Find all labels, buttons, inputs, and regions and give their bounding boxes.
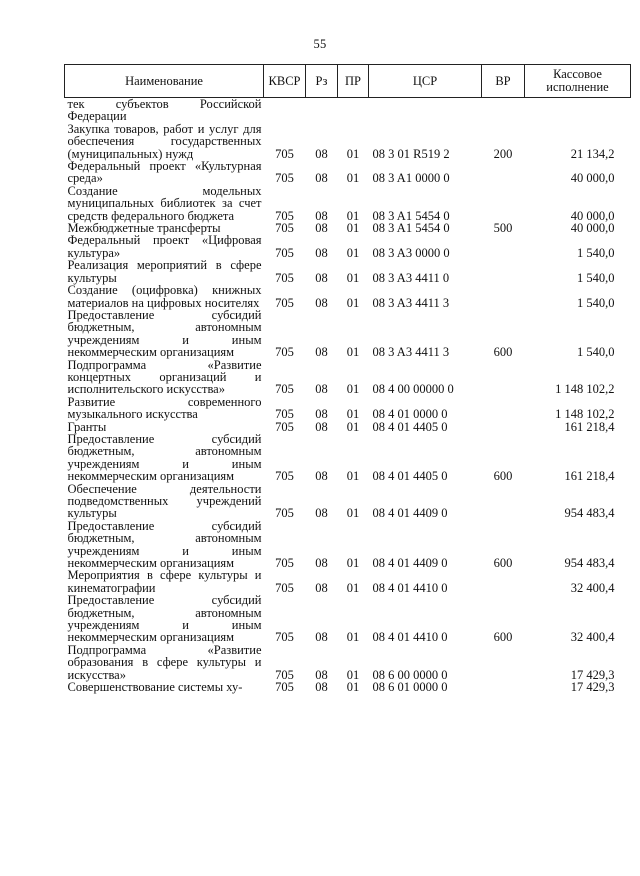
row-name: Создание (оцифровка) книжных материалов на цифровых носителях [67,283,262,310]
row-rz: 08 [315,171,328,186]
row-rz: 08 [315,580,328,595]
row-csr: 08 3 01 R519 2 [372,146,450,161]
row-pr: 01 [346,630,360,645]
table-row [65,681,631,693]
row-vr [482,644,525,681]
row-vr: 600 [493,469,513,484]
table-row [65,234,631,259]
row-pr: 01 [346,680,360,695]
row-kvsr: 705 [275,667,294,682]
header-name: Наименование [65,65,264,98]
row-rz: 08 [315,469,328,484]
row-sum [525,98,631,123]
row-rz: 08 [315,382,328,397]
row-csr: 08 4 01 4409 0 [372,506,448,521]
row-pr: 01 [346,208,360,223]
row-sum: 40 000,0 [570,208,615,223]
row-sum: 161 218,4 [564,469,615,484]
row-csr: 08 3 A1 5454 0 [372,208,450,223]
row-pr: 01 [346,270,360,285]
row-pr: 01 [346,382,360,397]
header-sum: Кассовое исполнение [525,65,631,98]
row-csr [369,98,482,123]
row-csr: 08 3 A1 5454 0 [372,221,450,236]
row-csr: 08 3 A3 0000 0 [372,245,450,260]
row-rz: 08 [315,345,328,360]
row-kvsr: 705 [275,680,294,695]
table-row [65,569,631,594]
row-vr: 600 [493,556,513,571]
row-csr: 08 3 A1 0000 0 [372,171,450,186]
row-kvsr: 705 [275,506,294,521]
row-sum: 1 540,0 [577,245,615,260]
row-pr: 01 [346,407,360,422]
row-kvsr: 705 [275,630,294,645]
row-rz: 08 [315,245,328,260]
table-row [65,520,631,570]
row-rz: 08 [315,667,328,682]
row-pr: 01 [346,171,360,186]
row-rz: 08 [315,506,328,521]
row-csr: 08 6 00 0000 0 [372,667,448,682]
row-name: Межбюджетные трансферты [67,221,221,236]
header-rz: Рз [306,65,338,98]
row-pr: 01 [346,146,360,161]
row-kvsr: 705 [275,270,294,285]
row-csr: 08 6 01 0000 0 [372,680,448,695]
row-pr: 01 [346,580,360,595]
budget-table-container [64,64,630,694]
row-kvsr: 705 [275,382,294,397]
row-csr: 08 3 A3 4411 3 [372,295,450,310]
row-name: Совершенствование системы ху- [67,680,243,695]
row-pr: 01 [346,295,360,310]
row-pr: 01 [346,667,360,682]
row-pr: 01 [346,556,360,571]
row-rz: 08 [315,630,328,645]
row-sum: 161 218,4 [564,419,615,434]
row-vr: 200 [493,146,513,161]
row-sum: 1 148 102,2 [555,382,615,397]
row-csr: 08 4 01 4410 0 [372,580,448,595]
row-sum: 1 540,0 [577,295,615,310]
row-kvsr: 705 [275,146,294,161]
row-name: Подпрограмма «Развитие концертных организаций и исполнительского искусства» [67,357,262,397]
row-rz: 08 [315,295,328,310]
row-rz: 08 [315,146,328,161]
table-row [65,359,631,396]
budget-execution-table [64,64,631,694]
row-vr [482,681,525,693]
row-name: тек субъектов Российской Федерации [67,97,262,124]
row-rz: 08 [315,419,328,434]
row-pr: 01 [346,419,360,434]
row-csr: 08 4 01 4405 0 [372,469,448,484]
table-row [65,483,631,520]
row-rz: 08 [315,680,328,695]
row-kvsr: 705 [275,407,294,422]
header-pr: ПР [338,65,369,98]
row-pr: 01 [346,506,360,521]
row-sum: 1 540,0 [577,345,615,360]
row-csr: 08 4 01 4410 0 [372,630,448,645]
row-csr: 08 4 01 4409 0 [372,556,448,571]
row-sum: 17 429,3 [570,680,615,695]
row-kvsr [264,98,306,123]
table-row [65,433,631,483]
row-name: Федеральный проект «Культурная среда» [67,159,262,186]
row-sum: 17 429,3 [570,667,615,682]
row-vr [482,185,525,222]
row-rz: 08 [315,270,328,285]
row-vr [482,359,525,396]
table-header [65,65,631,98]
row-rz: 08 [315,208,328,223]
row-name: Закупка товаров, работ и услуг для обеспечения государственных (муниципальных) нужд [67,121,262,161]
row-vr [482,98,525,123]
row-kvsr: 705 [275,171,294,186]
header-csr: ЦСР [369,65,482,98]
row-name: Предоставление субсидий бюджетным, автономным учреждениям и иным некоммерческим организациям [67,518,262,571]
row-pr: 01 [346,245,360,260]
row-sum: 954 483,4 [564,506,615,521]
row-csr: 08 4 01 0000 0 [372,407,448,422]
row-vr [482,569,525,594]
row-csr: 08 4 00 00000 0 [372,382,454,397]
row-pr: 01 [346,469,360,484]
row-name: Создание модельных муниципальных библиотек за счет средств федерального бюджета [67,183,262,223]
row-sum: 954 483,4 [564,556,615,571]
row-sum: 40 000,0 [570,171,615,186]
row-name: Предоставление субсидий бюджетным, автономным учреждениям и иным некоммерческим организациям [67,593,262,645]
row-kvsr: 705 [275,580,294,595]
row-vr [482,259,525,284]
row-sum: 40 000,0 [570,221,615,236]
header-row [65,65,631,98]
row-kvsr: 705 [275,556,294,571]
row-name: Подпрограмма «Развитие образования в сфере культуры и искусства» [67,642,262,682]
row-csr: 08 4 01 4405 0 [372,419,448,434]
table-row [65,160,631,185]
row-name: Предоставление субсидий бюджетным, автономным учреждениям и иным некоммерческим организациям [67,307,262,360]
row-rz [306,98,338,123]
row-sum: 1 540,0 [577,270,615,285]
row-sum: 32 400,4 [570,580,615,595]
row-vr: 600 [493,345,513,360]
row-name: Обеспечение деятельности подведомственных учреждений культуры [67,481,262,521]
row-sum: 32 400,4 [570,630,615,645]
row-name: Гранты [67,419,107,434]
table-row [65,185,631,222]
row-kvsr: 705 [275,419,294,434]
table-row [65,644,631,681]
row-name: Предоставление субсидий бюджетным, автономным учреждениям и иным некоммерческим организациям [67,431,262,484]
row-name: Реализация мероприятий в сфере культуры [67,258,262,285]
row-vr [482,160,525,185]
row-vr [482,234,525,259]
row-vr [482,396,525,421]
table-row [65,309,631,359]
row-vr [482,483,525,520]
row-rz: 08 [315,221,328,236]
row-rz: 08 [315,407,328,422]
row-sum: 21 134,2 [570,146,615,161]
row-vr [482,421,525,433]
page-number: 55 [313,37,327,51]
row-rz: 08 [315,556,328,571]
row-kvsr: 705 [275,295,294,310]
row-csr: 08 3 A3 4411 0 [372,270,450,285]
row-name: Развитие современного музыкального искусства [67,394,262,422]
header-kvsr: КВСР [264,65,306,98]
row-vr: 500 [493,221,513,236]
table-body [65,98,631,694]
row-pr [338,98,369,123]
header-vr: ВР [482,65,525,98]
row-pr: 01 [346,221,360,236]
row-name: Федеральный проект «Цифровая культура» [67,233,262,260]
row-name: Мероприятия в сфере культуры и кинематографии [67,568,262,595]
table-row [65,396,631,421]
table-row [65,284,631,309]
row-vr [482,284,525,309]
row-kvsr: 705 [275,208,294,223]
table-row [65,594,631,644]
table-row [65,98,631,123]
row-vr: 600 [493,630,513,645]
table-row [65,259,631,284]
row-kvsr: 705 [275,345,294,360]
table-row [65,123,631,160]
row-csr: 08 3 A3 4411 3 [372,345,450,360]
row-kvsr: 705 [275,469,294,484]
row-pr: 01 [346,345,360,360]
row-kvsr: 705 [275,245,294,260]
row-kvsr: 705 [275,221,294,236]
row-sum: 1 148 102,2 [555,407,615,422]
